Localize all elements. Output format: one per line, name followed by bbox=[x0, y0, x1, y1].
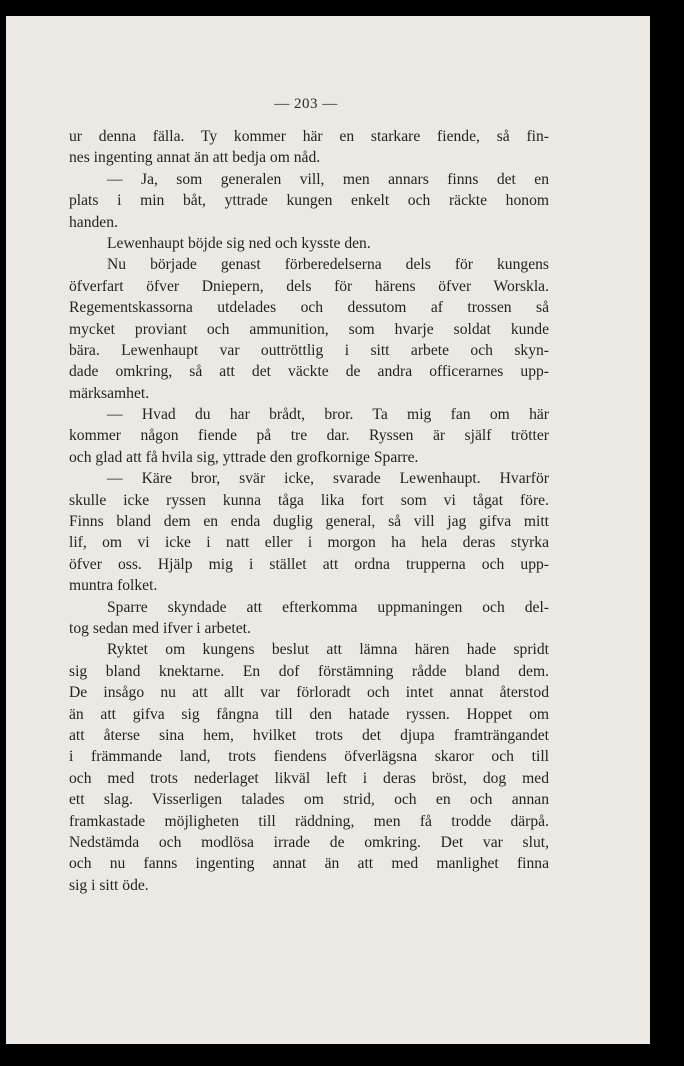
text-line: Nu började genast förberedelserna dels för kungens bbox=[107, 256, 549, 274]
text-line: — Käre bror, svär icke, svarade Lewenhaupt. Hvarför bbox=[107, 470, 549, 488]
text-line: öfverfart öfver Dniepern, dels för härens öfver Worskla. bbox=[69, 277, 549, 295]
text-line: — Ja, som generalen vill, men annars finns det en bbox=[107, 170, 549, 188]
text-line: och glad att få hvila sig, yttrade den grofkornige Sparre. bbox=[69, 448, 419, 466]
text-line: sig bland knektarne. En dof förstämning rådde bland dem. bbox=[69, 662, 549, 680]
text-line: framkastade möjligheten till räddning, men få trodde därpå. bbox=[69, 812, 549, 830]
text-line: öfver oss. Hjälp mig i stället att ordna trupperna och upp- bbox=[69, 555, 549, 573]
text-line: handen. bbox=[69, 213, 118, 231]
text-line: ett slag. Visserligen talades om strid, och en och annan bbox=[69, 791, 549, 809]
text-line: Ryktet om kungens beslut att lämna hären hade spridt bbox=[107, 641, 549, 659]
text-line: lif, om vi icke i natt eller i morgon ha hela deras styrka bbox=[69, 534, 549, 552]
text-line: plats i min båt, yttrade kungen enkelt och räckte honom bbox=[69, 192, 549, 210]
text-line: bära. Lewenhaupt var outtröttlig i sitt arbete och skyn- bbox=[69, 341, 549, 359]
text-line: än att gifva sig fångna till den hatade ryssen. Hoppet om bbox=[69, 705, 549, 723]
book-page bbox=[6, 16, 650, 1044]
text-line: i främmande land, trots fiendens öfverlägsna skaror och till bbox=[69, 748, 549, 766]
text-line: kommer någon fiende på tre dar. Ryssen är själf trötter bbox=[69, 427, 549, 445]
text-line: skulle icke ryssen kunna tåga lika fort som vi tågat före. bbox=[69, 491, 549, 509]
text-line: ur denna fälla. Ty kommer här en starkare fiende, så fin- bbox=[69, 128, 549, 145]
text-line: Sparre skyndade att efterkomma uppmaningen och del- bbox=[107, 598, 549, 616]
text-line: Nedstämda och modlösa irrade de omkring. Det var slut, bbox=[69, 833, 549, 851]
text-line: De insågo nu att allt var förloradt och intet annat återstod bbox=[69, 684, 549, 702]
text-line: muntra folket. bbox=[69, 577, 158, 595]
text-line: nes ingenting annat än att bedja om nåd. bbox=[69, 149, 321, 167]
text-line: Lewenhaupt böjde sig ned och kysste den. bbox=[107, 234, 371, 252]
text-line: tog sedan med ifver i arbetet. bbox=[69, 619, 251, 637]
text-line: Finns bland dem en enda duglig general, så vill jag gifva mitt bbox=[69, 513, 549, 531]
text-line: att återse sina hem, hvilket trots det djupa framträngandet bbox=[69, 726, 549, 744]
text-line: och nu fanns ingenting annat än att med manlighet finna bbox=[69, 855, 549, 873]
text-line: och med trots nederlaget likväl left i deras bröst, dog med bbox=[69, 769, 549, 787]
body-text bbox=[69, 126, 549, 896]
text-line: märksamhet. bbox=[69, 384, 150, 402]
text-line: sig i sitt öde. bbox=[69, 876, 149, 894]
page-number: — 203 — bbox=[274, 96, 338, 112]
text-line: Regementskassorna utdelades och dessutom af trossen så bbox=[69, 299, 549, 317]
text-line: — Hvad du har brådt, bror. Ta mig fan om här bbox=[107, 406, 549, 424]
text-line: dade omkring, så att det väckte de andra officerarnes upp- bbox=[69, 363, 549, 381]
text-line: mycket proviant och ammunition, som hvarje soldat kunde bbox=[69, 320, 549, 338]
